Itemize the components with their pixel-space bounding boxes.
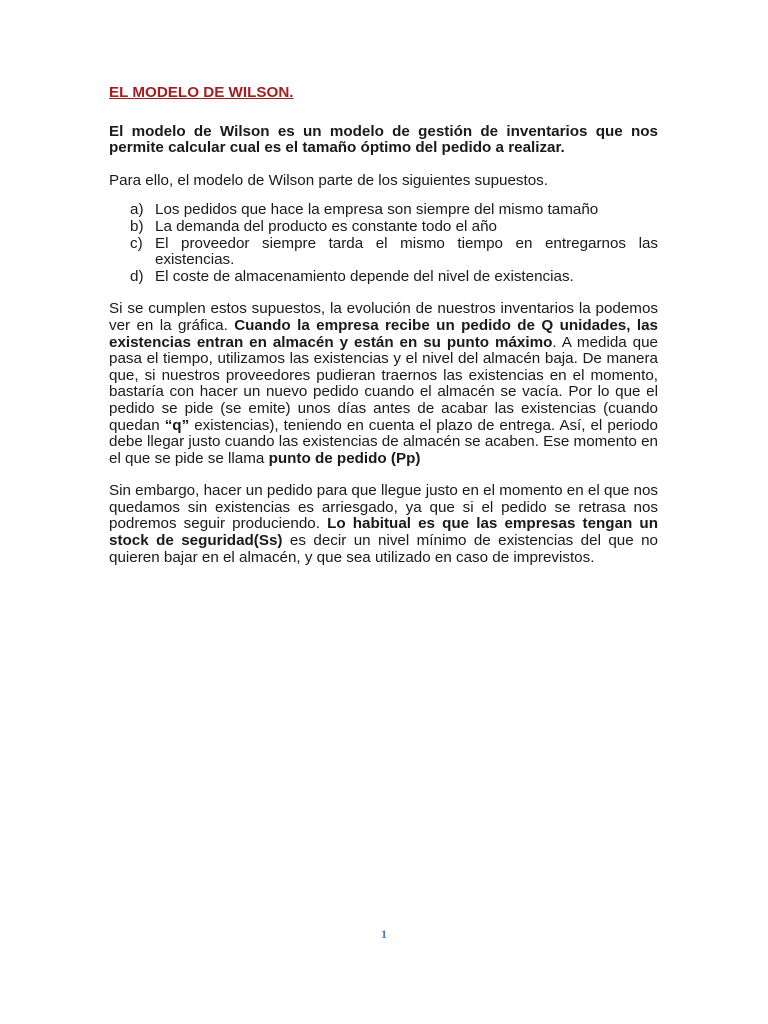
intro-paragraph: El modelo de Wilson es un modelo de gestión de inventarios que nos permite calcular cual es el tamaño óptimo del pedido a realizar. (109, 122, 658, 157)
list-marker: d) (130, 267, 144, 285)
paragraph-text: Sin embargo, hacer un pedido para que llegue justo en el momento en el que nos quedamos sin existencias es arriesgado, ya que si el pedido se retrasa nos podremos seguir produciendo. (109, 482, 658, 533)
paragraph-bold-text: Lo habitual es que las empresas tengan un stock de seguridad(Ss) (109, 515, 658, 550)
list-item (109, 219, 658, 236)
list-item (109, 236, 658, 269)
paragraph-text: . A medida que pasa el tiempo, utilizamos las existencias y el nivel del almacén baja. De manera que, si nuestros proveedores pudieran traernos las existencias en el momento, bastaría con hacer un nuevo pedido cuando el almacén se vacía. Por lo que el pedido se pide (se emite) unos días antes de acabar las existencias (cuando quedan (109, 333, 659, 434)
list-marker: a) (130, 201, 144, 219)
title-text: EL MODELO DE WILSON (109, 84, 290, 101)
paragraph-bold-text: “q” (164, 416, 190, 434)
safety-stock-paragraph (109, 483, 658, 566)
paragraph-text: Si se cumplen estos supuestos, la evolución de nuestros inventarios la podemos ver en la gráfica. (109, 300, 658, 334)
assumptions-list (109, 202, 658, 285)
paragraph-bold-text: punto de pedido (Pp) (268, 449, 421, 467)
inventory-evolution-paragraph (109, 301, 658, 467)
list-item-text: El coste de almacenamiento depende del nivel de existencias. (155, 267, 574, 285)
list-item (109, 269, 658, 286)
paragraph-bold-text: Cuando la empresa recibe un pedido de Q unidades, las existencias entran en almacén y están en su punto máximo (109, 316, 658, 351)
list-item (109, 202, 658, 219)
assumptions-lead: Para ello, el modelo de Wilson parte de los siguientes supuestos. (109, 171, 548, 189)
list-item-text: El proveedor siempre tarda el mismo tiempo en entregarnos las existencias. (155, 234, 658, 269)
paragraph-text: existencias), teniendo en cuenta el plazo de entrega. Así, el periodo debe llegar justo cuando las existencias de almacén se acaben. Ese momento en el que se pide se llama (109, 416, 658, 467)
list-marker: b) (130, 217, 144, 235)
page-number: 1 (381, 927, 387, 941)
paragraph-text: es decir un nivel mínimo de existencias del que no quieren bajar en el almacén, y que sea utilizado en caso de imprevistos. (109, 532, 658, 566)
list-item-text: Los pedidos que hace la empresa son siempre del mismo tamaño (155, 201, 599, 219)
document-title (109, 85, 658, 102)
document-page (109, 85, 658, 566)
title-suffix: . (289, 84, 294, 101)
list-item-text: La demanda del producto es constante todo el año (155, 217, 497, 235)
list-marker: c) (130, 234, 143, 252)
